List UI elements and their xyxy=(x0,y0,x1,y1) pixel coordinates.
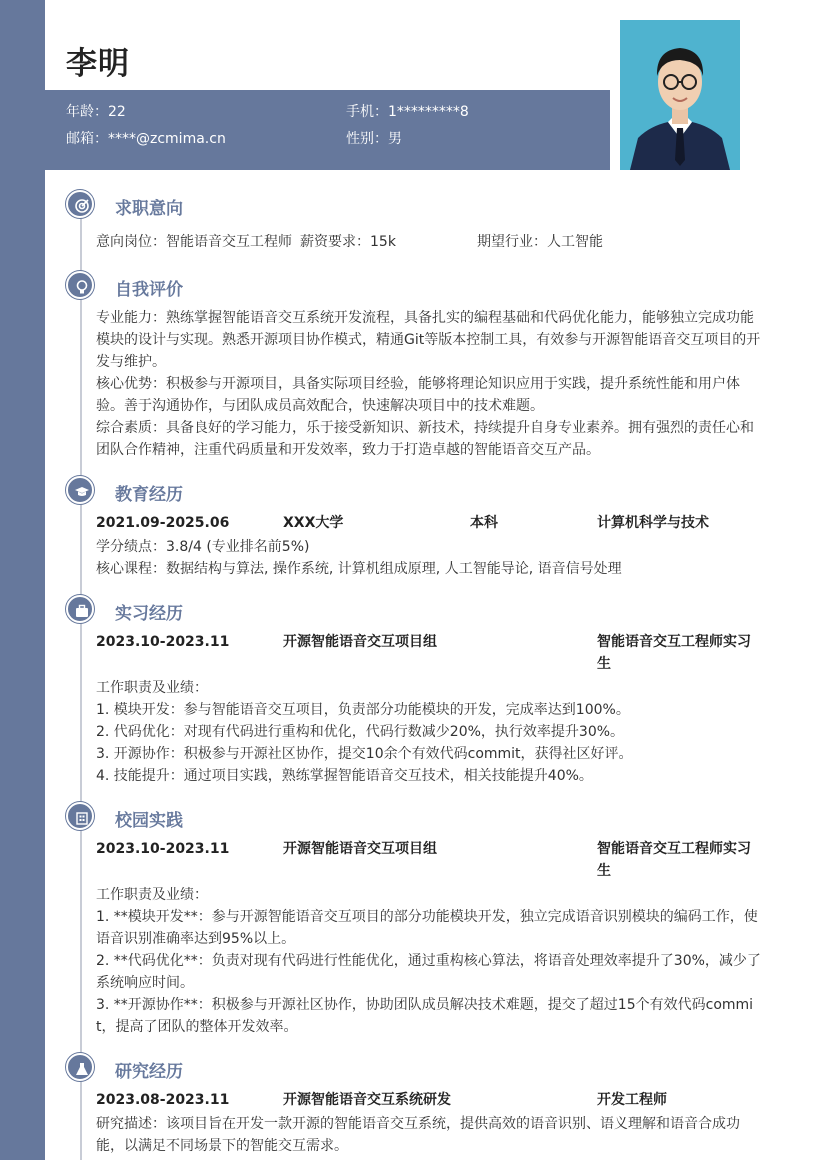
email-value: ****@zcmima.cn xyxy=(108,131,226,147)
profile-photo xyxy=(620,20,740,170)
self-eval-line: 核心优势：积极参与开源项目，具备实际项目经验，能够将理论知识应用于实践，提升系统性能和用户体 xyxy=(96,376,740,392)
self-eval-line: 综合素质：具备良好的学习能力，乐于接受新知识、新技术，持续提升自身专业素养。拥有强烈的责任心和 xyxy=(96,420,754,436)
left-accent-bar xyxy=(0,0,30,1160)
research-line: 能，以满足不同场景下的智能交互需求。 xyxy=(96,1138,348,1154)
campus-line: 工作职责及业绩： xyxy=(96,887,208,903)
campus-role: 智能语音交互工程师实习 xyxy=(597,841,751,857)
timeline-line xyxy=(80,190,82,1160)
campus-line: 2. **代码优化**：负责对现有代码进行性能优化，通过重构核心算法，将语音处理效率提升了30%，减少了 xyxy=(96,953,761,969)
gender-label: 性别： xyxy=(346,131,388,147)
campus-text xyxy=(96,884,766,1038)
research-date: 2023.08-2023.11 xyxy=(96,1092,230,1108)
self-eval-line: 团队合作精神，注重代码质量和开发效率，致力于打造卓越的智能语音交互产品。 xyxy=(96,442,600,458)
education-title: 教育经历 xyxy=(115,485,183,505)
target-icon xyxy=(66,190,94,218)
campus-line: 1. **模块开发**：参与开源智能语音交互项目的部分功能模块开发，独立完成语音识别模块的编码工作，使 xyxy=(96,909,758,925)
briefcase-icon xyxy=(66,595,94,623)
internship-line: 4. 技能提升：通过项目实践，熟练掌握智能语音交互技术，相关技能提升40%。 xyxy=(96,768,593,784)
internship-role-cont: 生 xyxy=(597,656,611,672)
job-intent-title: 求职意向 xyxy=(115,199,183,219)
candidate-name: 李明 xyxy=(66,46,130,82)
phone-label: 手机： xyxy=(346,104,388,120)
internship-org: 开源智能语音交互项目组 xyxy=(283,634,437,650)
self-eval-text xyxy=(96,307,766,461)
campus-line: 语音识别准确率达到95%以上。 xyxy=(96,931,296,947)
internship-line: 3. 开源协作：积极参与开源社区协作，提交10余个有效代码commit，获得社区好评。 xyxy=(96,746,633,762)
research-org: 开源智能语音交互系统研发 xyxy=(283,1092,451,1108)
email-row xyxy=(66,128,226,148)
education-degree: 本科 xyxy=(470,515,498,531)
job-intent-position: 意向岗位：智能语音交互工程师 xyxy=(96,234,292,250)
bulb-icon xyxy=(66,271,94,299)
email-label: 邮箱： xyxy=(66,131,108,147)
education-gpa: 学分绩点：3.8/4 (专业排名前5%) xyxy=(96,539,310,555)
phone-value: 1*********8 xyxy=(388,104,469,120)
gender-row xyxy=(346,128,402,148)
age-row xyxy=(66,101,126,121)
left-accent-bottom xyxy=(30,170,45,1160)
campus-line: 系统响应时间。 xyxy=(96,975,194,991)
phone-row xyxy=(346,101,469,121)
job-intent-industry: 期望行业：人工智能 xyxy=(477,234,603,250)
self-eval-line: 验。善于沟通协作，与团队成员高效配合，快速解决项目中的技术难题。 xyxy=(96,398,544,414)
campus-role-cont: 生 xyxy=(597,863,611,879)
self-eval-title: 自我评价 xyxy=(115,280,183,300)
internship-title: 实习经历 xyxy=(115,604,183,624)
left-accent-top xyxy=(30,0,45,90)
campus-org: 开源智能语音交互项目组 xyxy=(283,841,437,857)
research-line: 研究描述：该项目旨在开发一款开源的智能语音交互系统，提供高效的语音识别、语义理解和语音合成功 xyxy=(96,1116,740,1132)
research-title: 研究经历 xyxy=(115,1062,183,1082)
building-icon xyxy=(66,802,94,830)
job-intent-salary: 薪资要求：15k xyxy=(300,234,396,250)
campus-line: 3. **开源协作**：积极参与开源社区协作，协助团队成员解决技术难题，提交了超过15个有效代码commi xyxy=(96,997,754,1013)
internship-line: 工作职责及业绩： xyxy=(96,680,208,696)
research-text xyxy=(96,1113,766,1157)
age-value: 22 xyxy=(108,104,126,120)
education-major: 计算机科学与技术 xyxy=(597,515,709,531)
gender-value: 男 xyxy=(388,131,402,147)
campus-title: 校园实践 xyxy=(115,811,183,831)
flask-icon xyxy=(66,1053,94,1081)
campus-line: t，提高了团队的整体开发效率。 xyxy=(96,1019,298,1035)
education-school: XXX大学 xyxy=(283,515,344,531)
self-eval-line: 发与维护。 xyxy=(96,354,166,370)
campus-date: 2023.10-2023.11 xyxy=(96,841,230,857)
internship-date: 2023.10-2023.11 xyxy=(96,634,230,650)
graduation-cap-icon xyxy=(66,476,94,504)
education-courses: 核心课程：数据结构与算法, 操作系统, 计算机组成原理, 人工智能导论, 语音信号处理 xyxy=(96,561,622,577)
internship-line: 1. 模块开发：参与智能语音交互项目，负责部分功能模块的开发，完成率达到100%。 xyxy=(96,702,630,718)
internship-text xyxy=(96,677,766,787)
education-date: 2021.09-2025.06 xyxy=(96,515,230,531)
research-role: 开发工程师 xyxy=(597,1092,667,1108)
internship-line: 2. 代码优化：对现有代码进行重构和优化，代码行数减少20%，执行效率提升30%。 xyxy=(96,724,625,740)
age-label: 年龄： xyxy=(66,104,108,120)
self-eval-line: 专业能力：熟练掌握智能语音交互系统开发流程，具备扎实的编程基础和代码优化能力，能够独立完成功能 xyxy=(96,310,754,326)
internship-role: 智能语音交互工程师实习 xyxy=(597,634,751,650)
self-eval-line: 模块的设计与实现。熟悉开源项目协作模式，精通Git等版本控制工具，有效参与开源智能语音交互项目的开 xyxy=(96,332,761,348)
